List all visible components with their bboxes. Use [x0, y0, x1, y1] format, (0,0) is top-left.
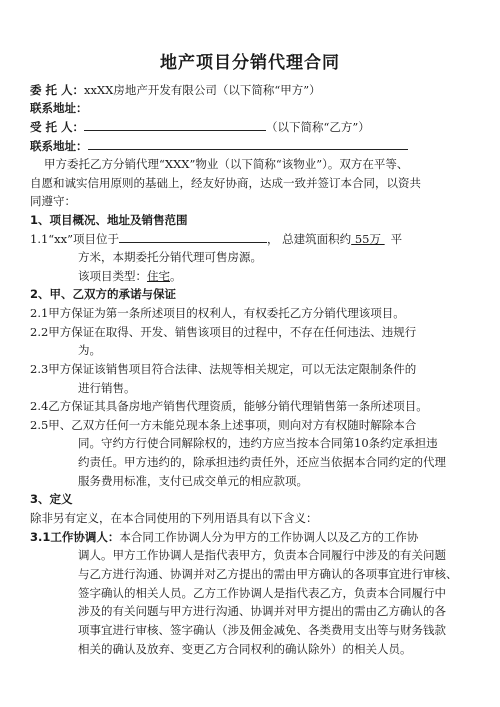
page-title: 地产项目分销代理合同 [160, 53, 340, 73]
item-1-1-mid: ， 总建筑面积约 [267, 232, 352, 246]
item-3-1 [30, 529, 418, 545]
section-3-intro: 除非另有定义，在本合同使用的下列用语具有以下含义： [30, 511, 318, 525]
item-3-1-cont: 调人。甲方工作协调人是指代表甲方，负责本合同履行中涉及的有关问题 [78, 548, 446, 562]
item-2-5-cont: 约责任。甲方违约的，除承担违约责任外，还应当依据本合同约定的代理 [78, 455, 446, 469]
item-2-5-cont: 服务费用标准，支付已成交单元的相应款项。 [78, 474, 308, 488]
project-type-line [78, 268, 182, 284]
intro-line: 自愿和诚实信用原则的基础上，经友好协商，达成一致并签订本合同，以资共 [30, 176, 421, 190]
intro-line: 甲方委托乙方分销代理“XXX”物业（以下简称“该物业”）。双方在平等、 [44, 157, 409, 171]
item-2-2-cont: 为。 [78, 343, 101, 357]
party-b-address-blank[interactable] [88, 138, 408, 150]
item-3-1-cont: 签字确认的相关人员。乙方工作协调人是指代表乙方，负责本合同履行中 [78, 586, 446, 600]
item-2-3: 2.3甲方保证该销售项目符合法律、法规等相关规定，可以无法定限制条件的 [30, 362, 417, 376]
item-1-1-prefix: 1.1“xx”项目位于 [30, 232, 120, 246]
project-type-value: 住宅 [147, 269, 170, 283]
party-a-address-label: 联系地址： [30, 101, 88, 115]
item-2-2: 2.2甲方保证在取得、开发、销售该项目的过程中，不存在任何违法、违规行 [30, 325, 417, 339]
item-1-1-line2: 方米，本期委托分销代理可售房源。 [78, 250, 262, 264]
party-b-suffix: （以下简称“乙方”） [266, 120, 370, 134]
item-3-1-cont: 与乙方进行沟通、协调并对乙方提出的需由甲方确认的各项事宜进行审核、 [78, 567, 458, 581]
project-type-label: 该项目类型： [78, 269, 147, 283]
section-2-heading: 2、甲、乙双方的承诺与保证 [30, 287, 177, 301]
item-3-1-text: 本合同工作协调人分为甲方的工作协调人以及乙方的工作协 [119, 530, 419, 544]
party-a-value: xxXX房地产开发有限公司（以下简称“甲方”） [84, 83, 321, 97]
party-a-address-line [30, 100, 88, 116]
item-2-1: 2.1甲方保证为第一条所述项目的权利人，有权委托乙方分销代理该项目。 [30, 306, 405, 320]
area-value: 55万 [351, 232, 385, 246]
party-b-address-line [30, 138, 408, 154]
item-2-5: 2.5甲、乙双方任何一方未能兑现本条上述事项，则向对方有权随时解除本合 [30, 418, 417, 432]
intro-line: 同遵守： [30, 194, 76, 208]
item-2-3-cont: 进行销售。 [78, 381, 136, 395]
item-3-1-cont: 相关的确认及放弃、变更乙方合同权利的确认除外）的相关人员。 [78, 642, 412, 656]
item-3-1-cont: 项事宜进行审核、签字确认（涉及佣金减免、各类费用支出等与财务钱款 [78, 623, 446, 637]
party-a-label: 委 托 人： [30, 83, 85, 97]
item-2-5-cont: 同。守约方行使合同解除权的，违约方应当按本合同第10条约定承担违 [78, 436, 438, 450]
location-blank[interactable] [119, 231, 267, 243]
party-b-blank[interactable] [84, 119, 266, 131]
party-b-line [30, 119, 370, 135]
party-b-address-label: 联系地址： [30, 139, 88, 153]
project-type-end: 。 [170, 269, 182, 283]
item-1-1 [30, 231, 402, 247]
item-3-1-term: 3.1工作协调人： [30, 530, 120, 544]
item-3-1-cont: 涉及的有关问题与甲方进行沟通、协调并对甲方提出的需由乙方确认的各 [78, 604, 446, 618]
section-3-heading: 3、定义 [30, 492, 73, 506]
area-unit: 平 [390, 232, 403, 246]
section-1-heading: 1、项目概况、地址及销售范围 [30, 213, 188, 227]
party-a-line [30, 82, 321, 98]
item-2-4: 2.4乙方保证其具备房地产销售代理资质，能够分销代理销售第一条所述项目。 [30, 399, 428, 413]
party-b-label: 受 托 人： [30, 120, 85, 134]
